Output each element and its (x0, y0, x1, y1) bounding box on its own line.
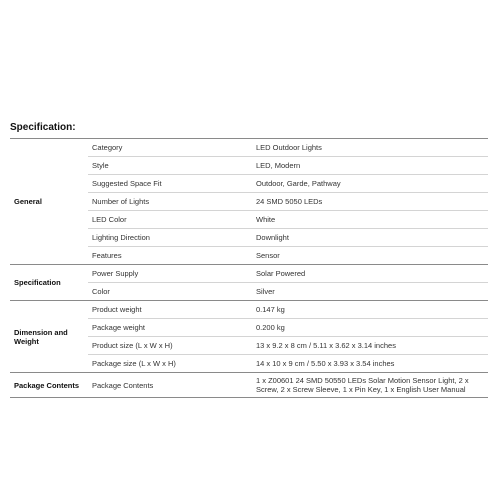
specification-table (10, 138, 488, 398)
row-value: 14 x 10 x 9 cm / 5.50 x 3.93 x 3.54 inches (252, 355, 488, 373)
table-row (10, 265, 488, 283)
row-value: Downlight (252, 229, 488, 247)
row-value: LED Outdoor Lights (252, 139, 488, 157)
row-value: Silver (252, 283, 488, 301)
row-label: Package Contents (88, 373, 252, 398)
row-value: LED, Modern (252, 157, 488, 175)
table-row (10, 373, 488, 398)
row-value: 0.147 kg (252, 301, 488, 319)
group-label-specification: Specification (10, 265, 88, 301)
table-row (10, 301, 488, 319)
row-label: Product size (L x W x H) (88, 337, 252, 355)
row-value: 24 SMD 5050 LEDs (252, 193, 488, 211)
specification-heading: Specification: (10, 122, 76, 133)
row-label: Category (88, 139, 252, 157)
row-label: Package size (L x W x H) (88, 355, 252, 373)
row-label: Color (88, 283, 252, 301)
table-row (10, 139, 488, 157)
row-value: 0.200 kg (252, 319, 488, 337)
row-label: Power Supply (88, 265, 252, 283)
row-label: LED Color (88, 211, 252, 229)
group-label-general: General (10, 139, 88, 265)
row-value: Outdoor, Garde, Pathway (252, 175, 488, 193)
group-label-package: Package Contents (10, 373, 88, 398)
row-label: Features (88, 247, 252, 265)
row-label: Product weight (88, 301, 252, 319)
row-value: 1 x Z00601 24 SMD 50550 LEDs Solar Motion Sensor Light, 2 x Screw, 2 x Screw Sleeve, 1 x Pin Key, 1 x English User Manual (252, 373, 488, 398)
row-label: Suggested Space Fit (88, 175, 252, 193)
row-value: White (252, 211, 488, 229)
row-label: Number of Lights (88, 193, 252, 211)
row-value: Solar Powered (252, 265, 488, 283)
row-label: Lighting Direction (88, 229, 252, 247)
row-value: Sensor (252, 247, 488, 265)
group-label-dimension: Dimension and Weight (10, 301, 88, 373)
row-label: Style (88, 157, 252, 175)
row-label: Package weight (88, 319, 252, 337)
row-value: 13 x 9.2 x 8 cm / 5.11 x 3.62 x 3.14 inches (252, 337, 488, 355)
